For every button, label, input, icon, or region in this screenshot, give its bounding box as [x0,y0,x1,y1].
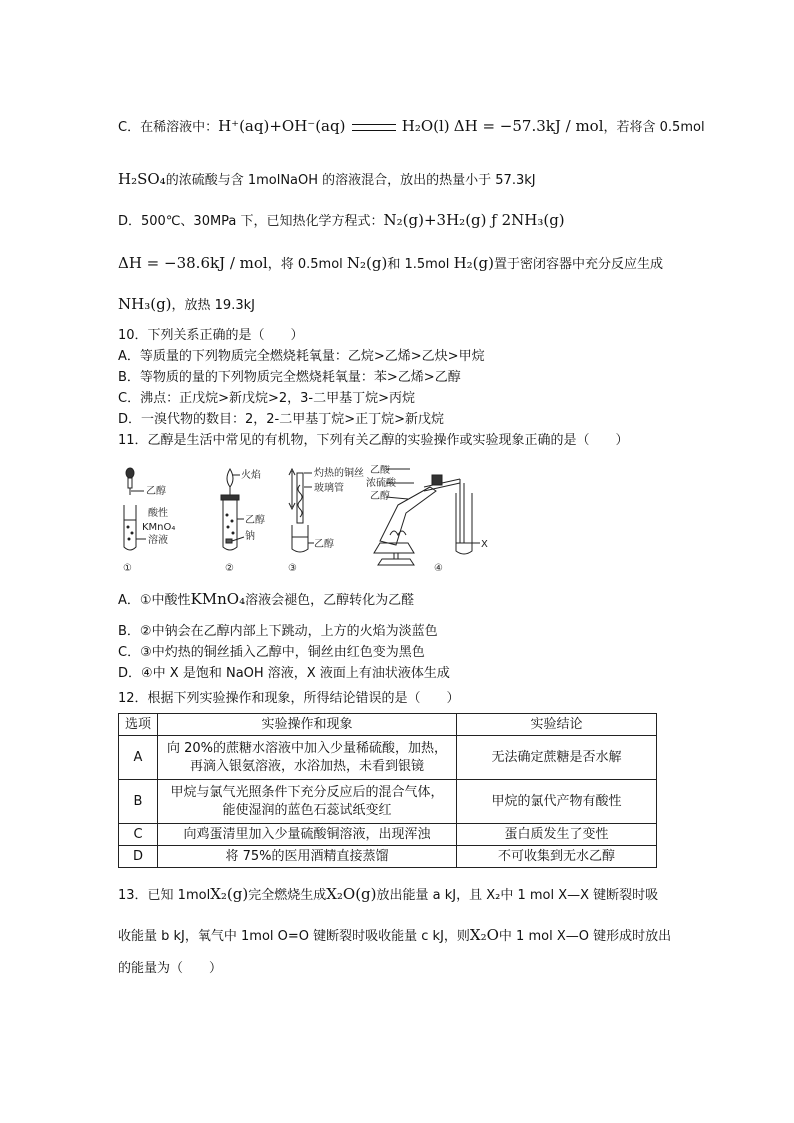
q11-stem: 11．乙醇是生活中常见的有机物，下列有关乙醇的实验操作或实验现象正确的是（ ） [118,433,629,448]
q10-option-c: C．沸点：正戊烷>新戊烷>2，3-二甲基丁烷>丙烷 [118,391,415,406]
h2-formula: H₂(g) [453,254,494,272]
nh3-formula: NH₃(g) [118,295,172,313]
fig-label-ethanol-2: 乙醇 [245,515,265,526]
fig-number-4: ④ [434,563,443,574]
fig-label-kmno4: KMnO₄ [142,522,176,533]
fig-label-sodium: 钠 [245,531,255,542]
fig-label-hot-copper: 灼热的铜丝 [314,468,364,479]
fig-label-ethanol-1: 乙醇 [146,486,166,497]
row-option: D [119,846,158,868]
header-option: 选项 [119,714,158,736]
enthalpy-value-d: ΔH = −38.6kJ / mol [118,254,268,272]
q13-line3: 的能量为（ ） [118,961,223,976]
fig-label-conc-h2so4: 浓硫酸 [366,478,396,489]
equation-left: H⁺(aq)+OH⁻(aq) [218,117,346,135]
q12-stem: 12．根据下列实验操作和现象，所得结论错误的是（ ） [118,691,460,706]
table-row [119,780,657,824]
apparatus-2 [221,469,244,550]
q10-option-b: B．等物质的量的下列物质完全燃烧耗氧量：苯>乙烯>乙醇 [118,370,461,385]
x2o-gas-formula: X₂O(g) [326,885,377,903]
option-c-line1 [118,117,705,137]
fig-number-3: ③ [288,563,297,574]
row-operation [158,780,457,824]
double-line-arrow [352,124,396,131]
fig-number-2: ② [225,563,234,574]
fig-label-acidic: 酸性 [148,508,168,519]
table-header-row [119,714,657,736]
option-d-text-3: 置于密闭容器中充分反应生成 [493,257,663,272]
row-conclusion: 蛋白质发生了变性 [457,824,657,846]
row-conclusion: 无法确定蔗糖是否水解 [457,736,657,780]
option-d-line3 [118,295,255,315]
q13-text-4: 收能量 b kJ，氧气中 1mol O=O 键断裂时吸收能量 c kJ，则 [118,929,470,944]
q11-a-pre: A．①中酸性 [118,593,191,608]
row-option: C [119,824,158,846]
row-option: B [119,780,158,824]
option-c-tail: ，若将含 0.5mol [603,120,705,135]
row-option: A [119,736,158,780]
row-conclusion: 甲烷的氯代产物有酸性 [457,780,657,824]
table-row [119,846,657,868]
row-operation: 向鸡蛋清里加入少量硫酸铜溶液，出现浑浊 [158,824,457,846]
kmno4-formula: KMnO₄ [190,590,246,608]
option-d-end: ，放热 19.3kJ [171,298,255,313]
n2-formula: N₂(g) [346,254,388,272]
q13-text-1: 13．已知 1mol [118,888,211,903]
apparatus-3 [289,469,314,552]
results-table [118,713,657,868]
header-conclusion: 实验结论 [457,714,657,736]
row-operation-line2: 再滴入银氨溶液，水浴加热，未看到银镜 [189,758,424,774]
apparatus-1 [124,468,146,550]
x2o-formula: X₂O [469,926,499,944]
option-d-line2 [118,254,663,274]
row-operation-line1: 向 20%的蔗糖水溶液中加入少量稀硫酸，加热， [166,740,448,756]
fig-label-flame: 火焰 [241,470,261,481]
equation-right: H₂O(l) [401,117,450,135]
option-c-line2-text: 的浓硫酸与含 1molNaOH 的溶液混合，放出的热量小于 57.3kJ [165,173,536,188]
q13-line1 [118,885,658,905]
equilibrium-equation: N₂(g)+3H₂(g) ƒ 2NH₃(g) [383,211,565,229]
experiment-figure [118,465,490,580]
q13-text-2: 完全燃烧生成 [248,888,327,903]
row-conclusion: 不可收集到无水乙醇 [457,846,657,868]
q13-text-5: 中 1 mol X—O 键形成时放出 [498,929,672,944]
fig-label-glass-tube: 玻璃管 [314,483,344,494]
h2so4-formula: H₂SO₄ [118,170,166,188]
row-operation-line1: 甲烷与氯气光照条件下充分反应后的混合气体， [170,784,444,800]
q11-option-d: D．④中 X 是饱和 NaOH 溶液，X 液面上有油状液体生成 [118,666,450,681]
fig-label-ethanol-4: 乙醇 [370,491,390,502]
q11-option-c: C．③中灼热的铜丝插入乙醇中，铜丝由红色变为黑色 [118,645,425,660]
option-c-label: C．在稀溶液中： [118,120,219,135]
fig-number-1: ① [123,563,132,574]
header-operation: 实验操作和现象 [158,714,457,736]
x2-gas-formula: X₂(g) [210,885,249,903]
q10-option-d: D．一溴代物的数目：2，2-二甲基丁烷>正丁烷>新戊烷 [118,412,445,427]
option-d-label: D．500℃、30MPa 下，已知热化学方程式： [118,214,384,229]
table-row [119,736,657,780]
row-operation: 将 75%的医用酒精直接蒸馏 [158,846,457,868]
q10-option-a: A．等质量的下列物质完全燃烧耗氧量：乙烷>乙烯>乙炔>甲烷 [118,349,485,364]
q11-a-post: 溶液会褪色，乙醇转化为乙醛 [245,593,415,608]
q13-line2 [118,926,671,946]
q10-stem: 10．下列关系正确的是（ ） [118,328,304,343]
enthalpy-value: ΔH = −57.3kJ / mol [453,117,604,135]
fig-label-ethanol-3: 乙醇 [314,539,334,550]
table-row [119,824,657,846]
option-c-line2 [118,170,536,190]
q13-text-3: 放出能量 a kJ，且 X₂中 1 mol X—X 键断裂时吸 [376,888,659,903]
option-d-line1 [118,211,565,231]
option-d-text-1: ，将 0.5mol [267,257,343,272]
fig-label-acetic-acid: 乙酸 [370,465,390,476]
row-operation-line2: 能使湿润的蓝色石蕊试纸变红 [222,802,392,818]
q11-option-b: B．②中钠会在乙醇内部上下跳动，上方的火焰为淡蓝色 [118,624,438,639]
fig-label-solution: 溶液 [148,535,168,546]
row-operation [158,736,457,780]
option-d-text-2: 和 1.5mol [387,257,450,272]
q11-option-a [118,590,414,610]
fig-label-x: X [481,539,488,550]
